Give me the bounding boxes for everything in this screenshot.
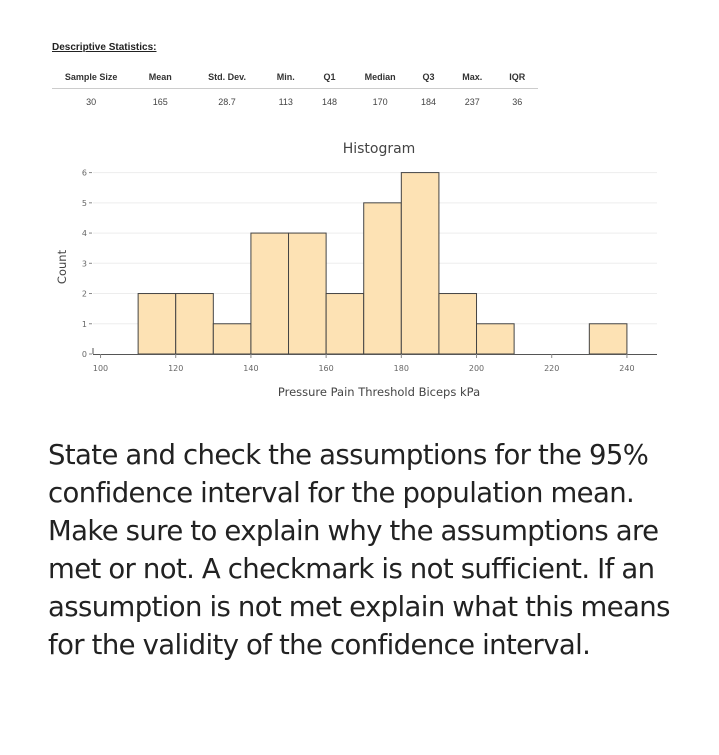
x-tick-label: 160 [318,364,334,373]
histogram-bar [138,294,176,354]
stats-header: Max. [448,66,496,89]
x-tick-label: 180 [393,364,409,373]
stats-value: 113 [278,97,293,107]
histogram-bar [589,324,627,354]
stats-value: 184 [421,97,437,107]
stats-value: 237 [464,97,480,107]
histogram-bar [477,324,515,354]
stats-value: 170 [372,97,388,107]
chart-title: Histogram [342,141,416,157]
stats-header: Q1 [308,66,352,89]
histogram-bar [213,324,251,354]
x-tick-label: 100 [92,364,109,373]
y-tick-label: 4 [81,229,87,239]
histogram-bar [401,173,439,354]
y-tick-label: 5 [81,198,87,208]
y-tick-label: 3 [81,259,87,269]
stats-header: Min. [264,66,308,89]
histogram-bar [439,294,477,354]
histogram-bar [176,294,214,354]
stats-header: Q3 [409,66,448,89]
x-axis-label: Pressure Pain Threshold Biceps kPa [277,385,481,399]
stats-header: Std. Dev. [190,66,264,89]
stats-header: Median [351,66,409,89]
y-tick-label: 0 [81,350,87,359]
stats-header: Sample Size [52,66,130,89]
x-tick-label: 200 [468,364,485,373]
histogram-bar [251,233,289,354]
x-tick-label: 220 [544,364,560,373]
stats-value: 165 [152,97,168,107]
stats-value: 28.7 [218,97,236,107]
stats-value: 36 [512,97,523,107]
x-tick-label: 240 [619,364,635,373]
stats-title: Descriptive Statistics: [52,42,157,53]
y-tick-label: 6 [81,168,87,178]
stats-value: 30 [86,97,97,107]
histogram-bar [364,203,402,354]
y-tick-label: 1 [81,319,87,329]
question-text: State and check the assumptions for the 95% confidence interval for the population mean. Make sure to explain why the assumptions are met or not. A checkmark is not sufficient. If an assumption is not met explain what this means for the validity of the confidence interval. [48,439,670,661]
histogram-bar [289,233,327,354]
stats-header: Mean [130,66,190,89]
x-tick-label: 120 [168,364,184,373]
stats-header: IQR [496,66,538,89]
y-tick-label: 2 [81,289,87,299]
x-tick-label: 140 [243,364,259,373]
histogram-bar [326,294,364,354]
y-axis-label: Count [55,249,69,285]
stats-value: 148 [322,97,338,107]
